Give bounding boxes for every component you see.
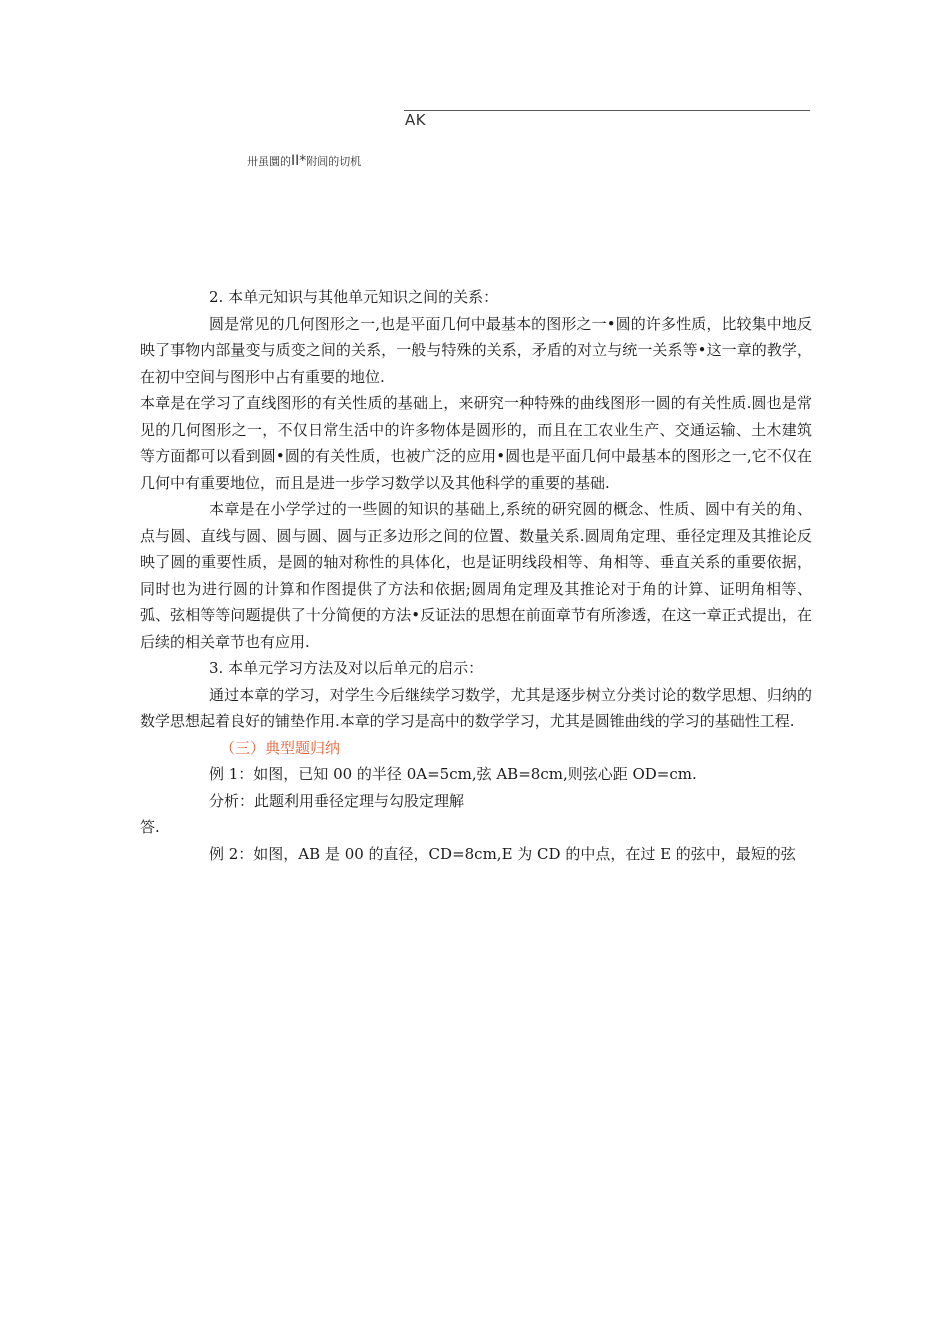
header-caption-big: II*: [291, 153, 307, 169]
section-heading-3: 3. 本单元学习方法及对以后单元的启示：: [209, 659, 484, 677]
example-1: 例 1：如图，已知 00 的半径 0A=5cm,弦 AB=8cm,则弦心距 OD=cm.: [209, 765, 697, 783]
paragraph-circle-intro: 圆是常见的几何图形之一,也是平面几何中最基本的图形之一•圆的许多性质，比较集中地反映了事物内部量变与质变之间的关系，一般与特殊的关系，矛盾的对立与统一关系等•这一章的教学，在初中空间与图形中占有重要的地位.: [140, 314, 812, 386]
header-rule: [404, 110, 810, 111]
analysis-1: 分析：此题利用垂径定理与勾股定理解: [209, 791, 465, 810]
section-heading-typical-problems: （三）典型题归纳: [220, 738, 341, 757]
header-caption-prefix: 卅虽圜的: [247, 155, 291, 168]
analysis-1-continued: 答.: [140, 818, 160, 836]
paragraph-learning-method: 通过本章的学习，对学生今后继续学习数学，尤其是逐步树立分类讨论的数学思想、归纳的数学思想起着良好的铺垫作用.本章的学习是高中的数学学习，尤其是圆锥曲线的学习的基础性工程.: [140, 685, 812, 730]
section-heading-2: 2. 本单元知识与其他单元知识之间的关系：: [209, 288, 499, 306]
paragraph-chapter-content: 本章是在小学学过的一些圆的知识的基础上,系统的研究圆的概念、性质、圆中有关的角、点与圆、直线与圆、圆与圆、圆与正多边形之间的位置、数量关系.圆周角定理、垂径定理及其推论反映了圆的重要性质，是圆的轴对称性的具体化，也是证明线段相等、角相等、垂直关系的重要依据，同时也为进行圆的计算和作图提供了方法和依据;圆周角定理及其推论对于角的计算、证明角相等、弧、弦相等等问题提供了十分简便的方法•反证法的思想在前面章节有所渗透，在这一章正式提出，在后续的相关章节也有应用.: [140, 500, 812, 651]
paragraph-chapter-basis: 本章是在学习了直线图形的有关性质的基础上，来研究一种特殊的曲线图形一圆的有关性质.圆也是常见的几何图形之一，不仅日常生活中的许多物体是圆形的，而且在工农业生产、交通运输、土木建筑等方面都可以看到圆•圆的有关性质，也被广泛的应用•圆也是平面几何中最基本的图形之一,它不仅在几何中有重要地位，而且是进一步学习数学以及其他科学的重要的基础.: [140, 394, 812, 492]
example-2: 例 2：如图，AB 是 00 的直径，CD=8cm,E 为 CD 的中点，在过 E 的弦中，最短的弦: [209, 844, 796, 863]
header-code: AK: [405, 111, 427, 129]
document-body: [140, 284, 812, 867]
header-caption-suffix: 附闾的切机: [306, 155, 362, 168]
header-caption: [247, 153, 361, 169]
